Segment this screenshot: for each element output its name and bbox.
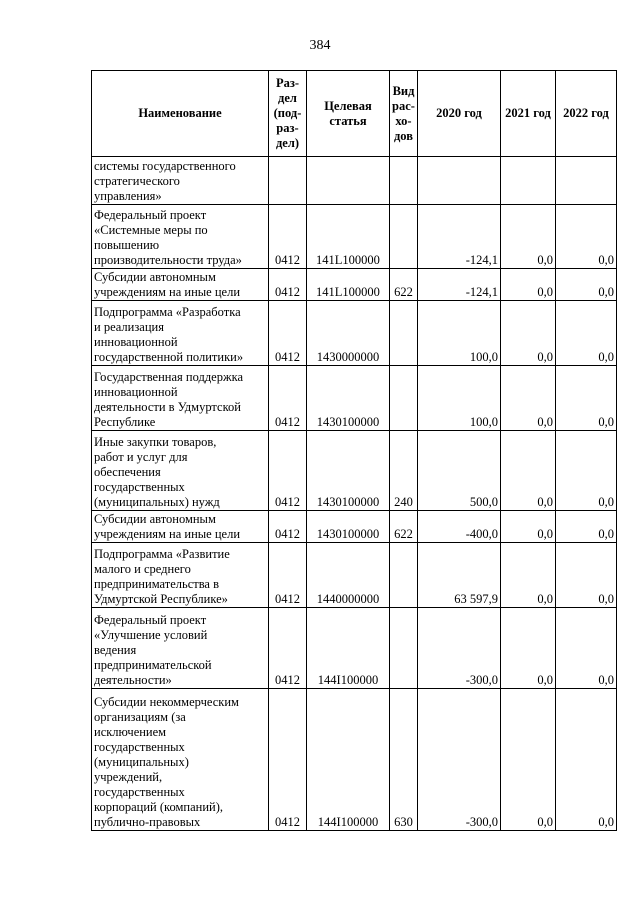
- cell-2020: 500,0: [418, 431, 501, 511]
- header-2021: 2021 год: [501, 71, 556, 157]
- cell-2020: -300,0: [418, 689, 501, 831]
- cell-2020: 100,0: [418, 301, 501, 366]
- cell-section: 0412: [269, 366, 307, 431]
- cell-section: [269, 157, 307, 205]
- header-section: Раз- дел (под- раз- дел): [269, 71, 307, 157]
- table-row: [92, 543, 617, 608]
- cell-2021: 0,0: [501, 543, 556, 608]
- cell-target: 144I100000: [307, 608, 390, 689]
- cell-2022: [556, 157, 617, 205]
- cell-section: 0412: [269, 205, 307, 269]
- cell-expense-type: [390, 301, 418, 366]
- table-header-row: [92, 71, 617, 157]
- cell-name: Федеральный проект «Улучшение условий ведения предпринимательской деятельности»: [92, 608, 269, 689]
- cell-2020: -124,1: [418, 205, 501, 269]
- table-row: [92, 301, 617, 366]
- cell-name: Федеральный проект «Системные меры по повышению производительности труда»: [92, 205, 269, 269]
- cell-2021: 0,0: [501, 301, 556, 366]
- table-body: [92, 157, 617, 831]
- cell-2022: 0,0: [556, 543, 617, 608]
- cell-2021: 0,0: [501, 511, 556, 543]
- cell-name: Подпрограмма «Развитие малого и среднего предпринимательства в Удмуртской Республике»: [92, 543, 269, 608]
- cell-2020: -300,0: [418, 608, 501, 689]
- table-row: [92, 689, 617, 831]
- header-2022: 2022 год: [556, 71, 617, 157]
- cell-expense-type: 622: [390, 511, 418, 543]
- cell-target: 1430100000: [307, 431, 390, 511]
- cell-2021: 0,0: [501, 608, 556, 689]
- cell-expense-type: [390, 157, 418, 205]
- cell-2022: 0,0: [556, 608, 617, 689]
- cell-section: 0412: [269, 608, 307, 689]
- table-row: [92, 157, 617, 205]
- cell-expense-type: [390, 543, 418, 608]
- cell-2020: -124,1: [418, 269, 501, 301]
- cell-target: 1440000000: [307, 543, 390, 608]
- header-expense-type: Вид рас- хо- дов: [390, 71, 418, 157]
- budget-table: [91, 70, 617, 831]
- page-number: 384: [309, 38, 331, 53]
- cell-name: Подпрограмма «Разработка и реализация инновационной государственной политики»: [92, 301, 269, 366]
- table-row: [92, 205, 617, 269]
- cell-name: Субсидии автономным учреждениям на иные цели: [92, 511, 269, 543]
- cell-expense-type: 630: [390, 689, 418, 831]
- cell-target: 1430100000: [307, 511, 390, 543]
- header-name: Наименование: [92, 71, 269, 157]
- cell-2022: 0,0: [556, 269, 617, 301]
- table-row: [92, 608, 617, 689]
- cell-target: 1430000000: [307, 301, 390, 366]
- cell-2021: 0,0: [501, 366, 556, 431]
- cell-2022: 0,0: [556, 511, 617, 543]
- cell-2021: 0,0: [501, 431, 556, 511]
- table-row: [92, 511, 617, 543]
- table-row: [92, 366, 617, 431]
- cell-section: 0412: [269, 301, 307, 366]
- table-row: [92, 269, 617, 301]
- cell-target: 1430100000: [307, 366, 390, 431]
- cell-2021: 0,0: [501, 205, 556, 269]
- cell-expense-type: 622: [390, 269, 418, 301]
- cell-section: 0412: [269, 543, 307, 608]
- cell-2020: -400,0: [418, 511, 501, 543]
- cell-2022: 0,0: [556, 205, 617, 269]
- cell-2021: [501, 157, 556, 205]
- cell-target: 144I100000: [307, 689, 390, 831]
- cell-section: 0412: [269, 269, 307, 301]
- cell-name: Государственная поддержка инновационной деятельности в Удмуртской Республике: [92, 366, 269, 431]
- cell-2022: 0,0: [556, 301, 617, 366]
- header-target: Целевая статья: [307, 71, 390, 157]
- cell-expense-type: [390, 366, 418, 431]
- table-row: [92, 431, 617, 511]
- cell-expense-type: [390, 205, 418, 269]
- cell-name: Иные закупки товаров, работ и услуг для обеспечения государственных (муниципальных) нужд: [92, 431, 269, 511]
- cell-name: Субсидии некоммерческим организациям (за исключением государственных (муниципальных) учреждений, государственных корпораций (компаний), публично-правовых: [92, 689, 269, 831]
- cell-2020: [418, 157, 501, 205]
- cell-section: 0412: [269, 511, 307, 543]
- cell-2021: 0,0: [501, 689, 556, 831]
- cell-target: 141L100000: [307, 205, 390, 269]
- cell-2022: 0,0: [556, 366, 617, 431]
- cell-target: [307, 157, 390, 205]
- cell-2020: 100,0: [418, 366, 501, 431]
- cell-expense-type: 240: [390, 431, 418, 511]
- header-2020: 2020 год: [418, 71, 501, 157]
- cell-2021: 0,0: [501, 269, 556, 301]
- cell-target: 141L100000: [307, 269, 390, 301]
- cell-2022: 0,0: [556, 689, 617, 831]
- cell-2020: 63 597,9: [418, 543, 501, 608]
- cell-name: системы государственного стратегического управления»: [92, 157, 269, 205]
- cell-2022: 0,0: [556, 431, 617, 511]
- cell-expense-type: [390, 608, 418, 689]
- cell-section: 0412: [269, 431, 307, 511]
- cell-section: 0412: [269, 689, 307, 831]
- cell-name: Субсидии автономным учреждениям на иные цели: [92, 269, 269, 301]
